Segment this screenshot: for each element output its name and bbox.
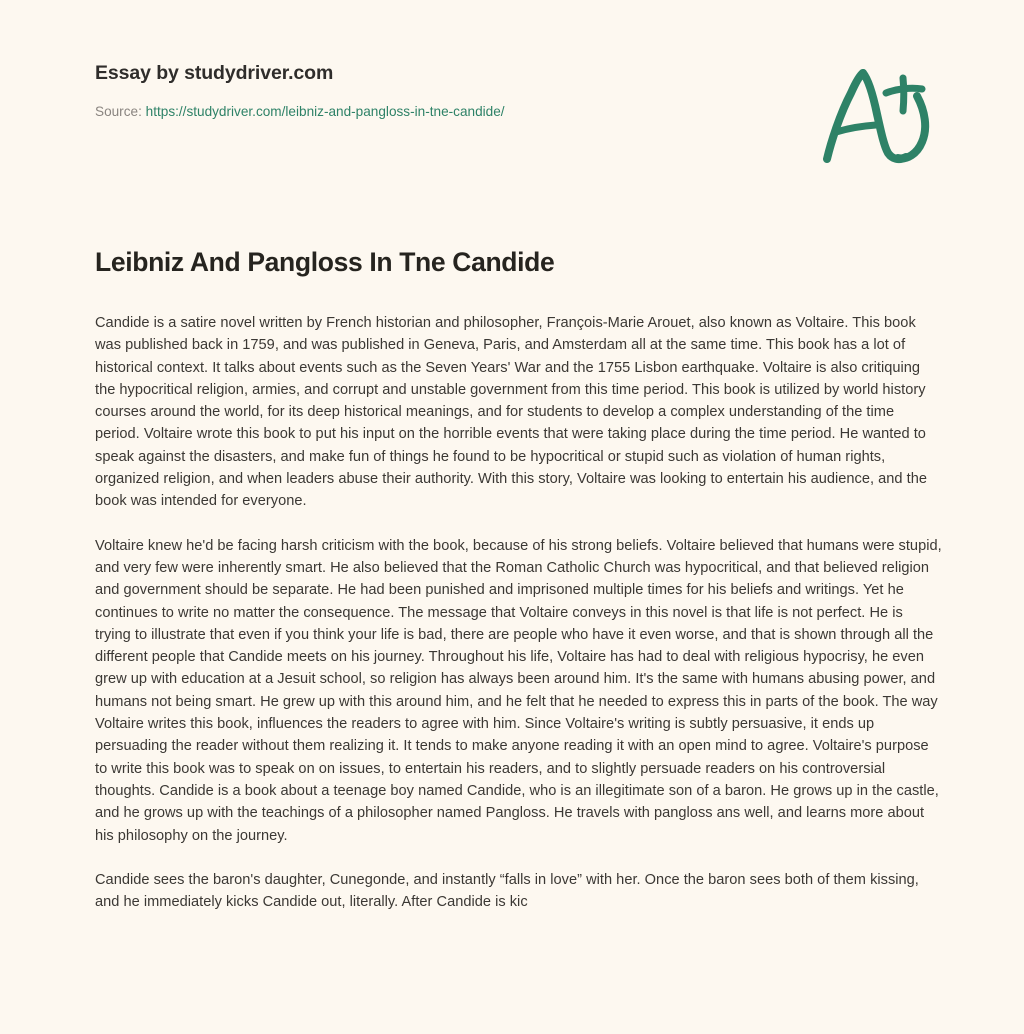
- source-label: Source:: [95, 104, 142, 120]
- a-plus-logo-icon: [818, 62, 940, 166]
- paragraph: Voltaire knew he'd be facing harsh criticism with the book, because of his strong beliefs. Voltaire believed that humans were stupid, and very few were inherently smart. He also believed that the Roman Catholic Church was hypocritical, and that believed religion and government should be separate. He had been punished and imprisoned multiple times for his beliefs and writings. Yet he continues to write no matter the consequence. The message that Voltaire conveys in this novel is that life is not perfect. He is trying to illustrate that even if you think your life is bad, there are people who have it even worse, and that is shown through all the different people that Candide meets on his journey. Throughout his life, Voltaire has had to deal with religious hypocrisy, he even grew up with education at a Jesuit school, so religion has always been around him. It's the same with humans abusing power, and humans not being smart. He grew up with this around him, and he felt that he needed to express this in parts of the book. The way Voltaire writes this book, influences the readers to agree with him. Since Voltaire's writing is subtly persuasive, it ends up persuading the reader without them realizing it. It tends to make anyone reading it with an open mind to agree. Voltaire's purpose to write this book was to speak on on issues, to entertain his readers, and to slightly persuade readers on his controversial thoughts. Candide is a book about a teenage boy named Candide, who is an illegitimate son of a baron. He grows up in the castle, and he grows up with the teachings of a philosopher named Pangloss. He travels with pangloss ans well, and learns more about his philosophy on the journey.: [95, 537, 942, 844]
- source-line: [95, 85, 940, 121]
- paragraph: Candide is a satire novel written by French historian and philosopher, François-Marie Arouet, also known as Voltaire. This book was published back in 1759, and was published in Geneva, Paris, and Amsterdam all at the same time. This book has a lot of historical context. It talks about events such as the Seven Years' War and the 1755 Lisbon earthquake. Voltaire is also critiquing the hypocritical religion, armies, and corrupt and unstable government from this time period. This book is utilized by world history courses around the world, for its deep historical meanings, and for students to develop a complex understanding of the time period. Voltaire wrote this book to put his input on the horrible events that were taking place during the time period. He wanted to speak against the disasters, and make fun of things he found to be hypocritical or stupid such as violation of human rights, organized religion, and when leaders abuse their authority. With this story, Voltaire was looking to entertain his audience, and the book was intended for everyone.: [95, 315, 927, 510]
- brand-heading: Essay by studydriver.com: [95, 62, 334, 84]
- essay-body: [95, 312, 942, 913]
- document-header: [95, 62, 940, 121]
- paragraph: Candide sees the baron's daughter, Cunegonde, and instantly “falls in love” with her. Once the baron sees both of them kissing, and he immediately kicks Candide out, literally. After Candide is kic: [95, 871, 919, 911]
- page-title: Leibniz And Pangloss In Tne Candide: [95, 247, 555, 277]
- source-url-link[interactable]: https://studydriver.com/leibniz-and-pangloss-in-tne-candide/: [145, 104, 505, 120]
